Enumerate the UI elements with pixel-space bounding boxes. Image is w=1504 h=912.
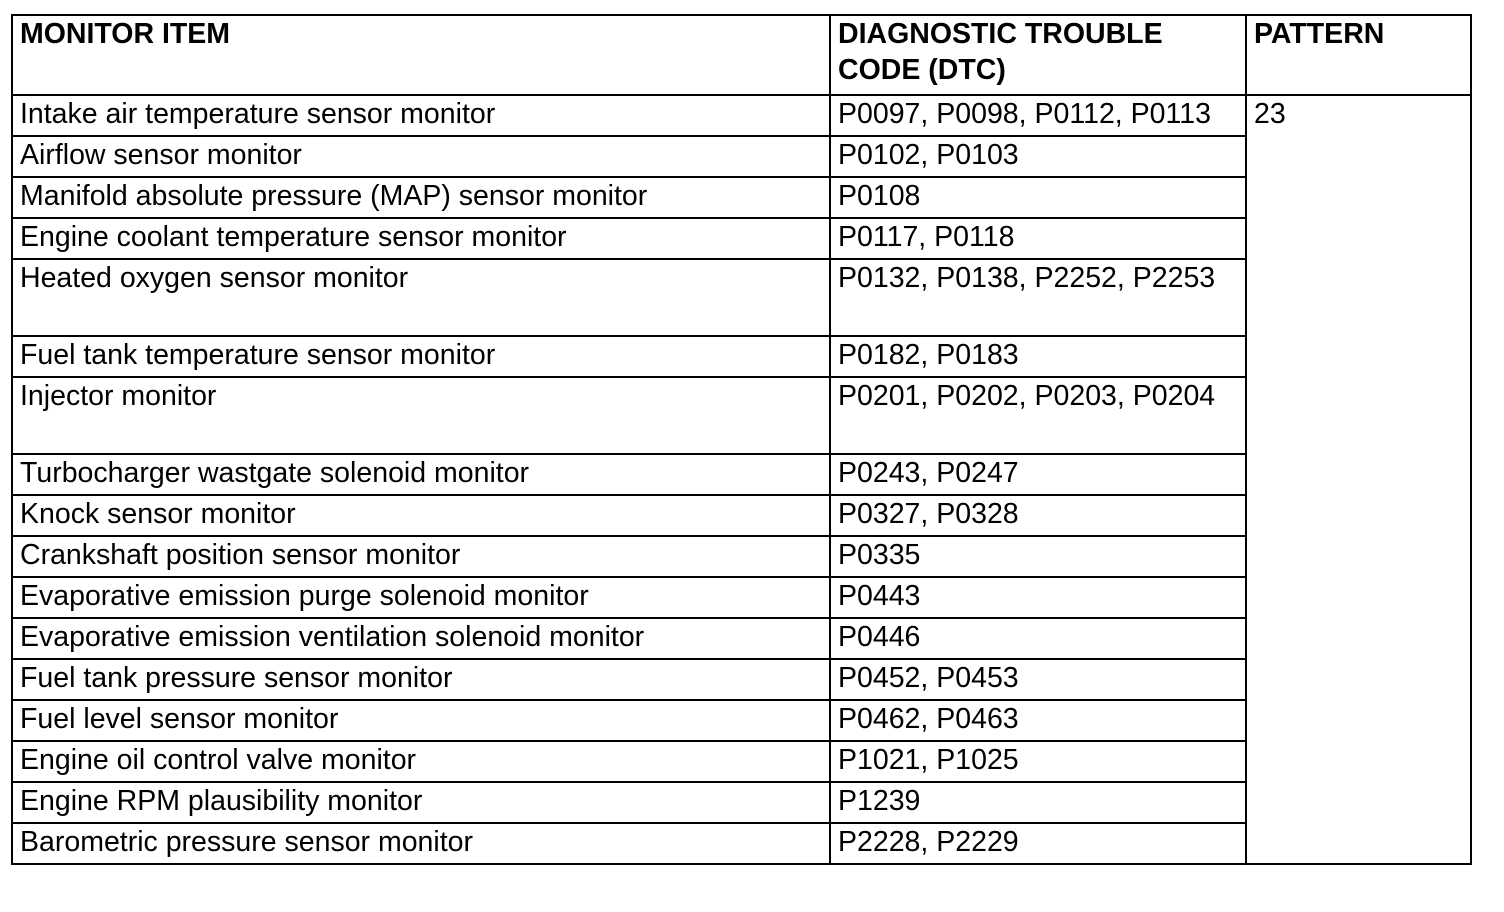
dtc-cell: P1021, P1025 (830, 741, 1246, 782)
dtc-monitor-table (11, 14, 1472, 865)
dtc-cell: P0452, P0453 (830, 659, 1246, 700)
monitor-item-cell: Manifold absolute pressure (MAP) sensor monitor (12, 177, 830, 218)
monitor-item-cell: Knock sensor monitor (12, 495, 830, 536)
monitor-item-cell: Crankshaft position sensor monitor (12, 536, 830, 577)
table-row (12, 95, 1471, 136)
monitor-item-cell: Intake air temperature sensor monitor (12, 95, 830, 136)
monitor-item-cell: Turbocharger wastgate solenoid monitor (12, 454, 830, 495)
monitor-item-cell: Barometric pressure sensor monitor (12, 823, 830, 864)
monitor-item-cell: Fuel tank pressure sensor monitor (12, 659, 830, 700)
monitor-item-cell: Engine RPM plausibility monitor (12, 782, 830, 823)
dtc-cell: P0446 (830, 618, 1246, 659)
header-dtc: DIAGNOSTIC TROUBLE CODE (DTC) (830, 15, 1246, 95)
dtc-cell: P0335 (830, 536, 1246, 577)
header-monitor-item: MONITOR ITEM (12, 15, 830, 95)
monitor-item-cell: Evaporative emission purge solenoid monitor (12, 577, 830, 618)
pattern-cell: 23 (1246, 95, 1471, 864)
dtc-cell: P0201, P0202, P0203, P0204 (830, 377, 1246, 454)
dtc-cell: P0132, P0138, P2252, P2253 (830, 259, 1246, 336)
dtc-cell: P1239 (830, 782, 1246, 823)
monitor-item-cell: Heated oxygen sensor monitor (12, 259, 830, 336)
monitor-item-cell: Injector monitor (12, 377, 830, 454)
dtc-cell: P0243, P0247 (830, 454, 1246, 495)
header-pattern: PATTERN (1246, 15, 1471, 95)
dtc-cell: P0462, P0463 (830, 700, 1246, 741)
dtc-cell: P0443 (830, 577, 1246, 618)
header-row (12, 15, 1471, 95)
dtc-cell: P0097, P0098, P0112, P0113 (830, 95, 1246, 136)
monitor-item-cell: Fuel tank temperature sensor monitor (12, 336, 830, 377)
monitor-item-cell: Fuel level sensor monitor (12, 700, 830, 741)
monitor-item-cell: Engine coolant temperature sensor monitor (12, 218, 830, 259)
dtc-cell: P0117, P0118 (830, 218, 1246, 259)
dtc-cell: P0182, P0183 (830, 336, 1246, 377)
dtc-cell: P2228, P2229 (830, 823, 1246, 864)
dtc-cell: P0108 (830, 177, 1246, 218)
monitor-item-cell: Engine oil control valve monitor (12, 741, 830, 782)
dtc-cell: P0327, P0328 (830, 495, 1246, 536)
monitor-item-cell: Airflow sensor monitor (12, 136, 830, 177)
monitor-item-cell: Evaporative emission ventilation solenoid monitor (12, 618, 830, 659)
dtc-cell: P0102, P0103 (830, 136, 1246, 177)
